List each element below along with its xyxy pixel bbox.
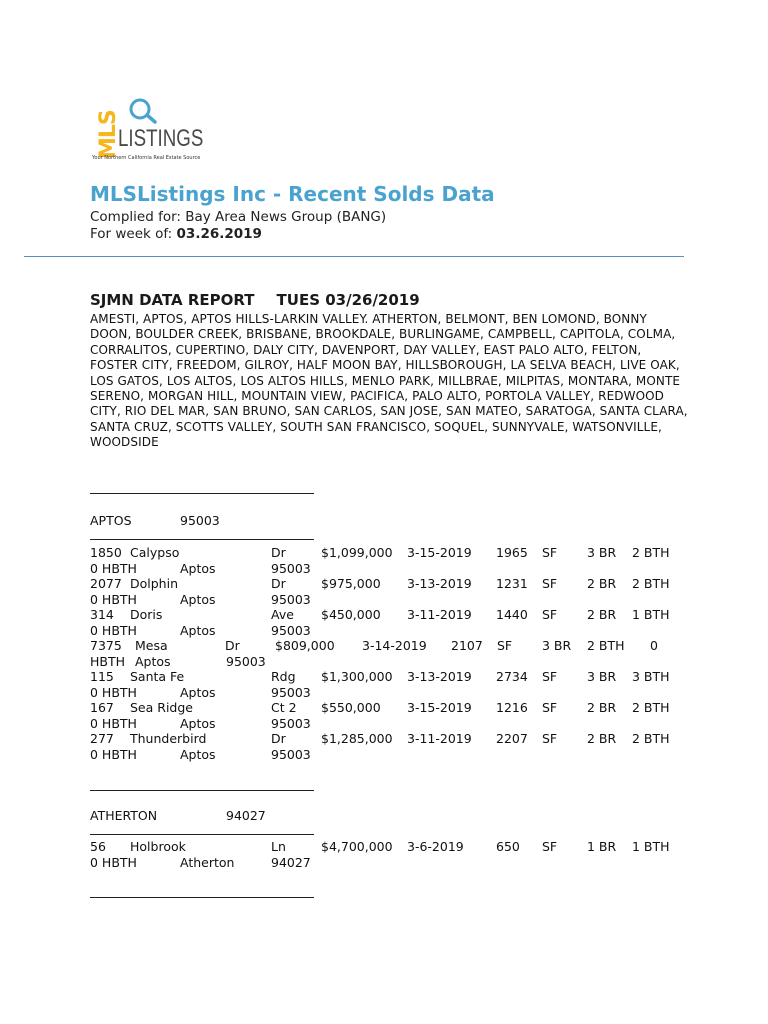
listing-br: 3 BR xyxy=(542,638,572,653)
listing-street: Calypso xyxy=(130,545,180,560)
listing-bth: 1 BTH xyxy=(632,607,670,622)
listing-price: $809,000 xyxy=(275,638,335,653)
listing-br: 2 BR xyxy=(587,700,617,715)
listing-date: 3-15-2019 xyxy=(407,545,472,560)
listing-type: Ave xyxy=(271,607,294,622)
listing-zip: 95003 xyxy=(271,591,311,607)
listing-sqft: 1965 xyxy=(496,545,528,560)
listing-br: 3 BR xyxy=(587,545,617,560)
listing-price: $450,000 xyxy=(321,607,381,622)
section-end-rule xyxy=(90,897,314,898)
listing-street: Holbrook xyxy=(130,839,186,854)
report-heading xyxy=(90,291,420,309)
listing-kind: SF xyxy=(542,700,558,715)
listing-zip: 95003 xyxy=(271,715,311,731)
listing-bth: 3 BTH xyxy=(632,669,670,684)
listing-kind: SF xyxy=(542,839,558,854)
listing-type: Dr xyxy=(225,638,240,653)
listing-tail: 0 xyxy=(650,638,658,653)
section-city: APTOS xyxy=(90,513,132,528)
listing-sqft: 1216 xyxy=(496,700,528,715)
section-city: ATHERTON xyxy=(90,808,158,823)
listing-kind: SF xyxy=(542,669,558,684)
listing-date: 3-13-2019 xyxy=(407,669,472,684)
listing-hbth: 0 HBTH xyxy=(90,591,137,607)
listing-street: Sea Ridge xyxy=(130,700,193,715)
listing-type: Ln xyxy=(271,839,286,854)
section-header-rule xyxy=(90,539,314,540)
listing-city: Aptos xyxy=(180,622,216,638)
listing-type: Ct 2 xyxy=(271,700,297,715)
listing-br: 2 BR xyxy=(587,576,617,591)
listing-num: 167 xyxy=(90,700,114,715)
listing-zip: 95003 xyxy=(271,622,311,638)
listing-sqft: 2107 xyxy=(451,638,483,653)
listing-type: Dr xyxy=(271,576,286,591)
listing-num: 56 xyxy=(90,839,106,854)
listing-sqft: 2734 xyxy=(496,669,528,684)
listing-city: Aptos xyxy=(180,684,216,700)
listing-hbth: HBTH xyxy=(90,653,126,669)
week-value: 03.26.2019 xyxy=(176,226,262,242)
listing-date: 3-11-2019 xyxy=(407,607,472,622)
section-top-rule xyxy=(90,493,314,494)
logo-mls-text: MLS xyxy=(96,110,121,159)
listing-zip: 95003 xyxy=(271,746,311,762)
mlslistings-logo xyxy=(92,95,232,165)
listing-city: Aptos xyxy=(180,591,216,607)
listing-date: 3-11-2019 xyxy=(407,731,472,746)
listing-type: Dr xyxy=(271,731,286,746)
listing-price: $1,285,000 xyxy=(321,731,393,746)
listing-sqft: 1231 xyxy=(496,576,528,591)
listing-zip: 95003 xyxy=(226,653,266,669)
listing-num: 2077 xyxy=(90,576,122,591)
listing-type: Dr xyxy=(271,545,286,560)
listing-zip: 95003 xyxy=(271,684,311,700)
listing-kind: SF xyxy=(497,638,513,653)
listing-hbth: 0 HBTH xyxy=(90,746,137,762)
listing-num: 7375 xyxy=(90,638,122,653)
listing-sqft: 1440 xyxy=(496,607,528,622)
listing-type: Rdg xyxy=(271,669,296,684)
compiled-for: Complied for: Bay Area News Group (BANG) xyxy=(90,209,387,225)
listing-num: 314 xyxy=(90,607,114,622)
section-zip: 94027 xyxy=(226,808,266,823)
listing-sqft: 2207 xyxy=(496,731,528,746)
listing-hbth: 0 HBTH xyxy=(90,715,137,731)
section-top-rule xyxy=(90,790,314,791)
listing-num: 115 xyxy=(90,669,114,684)
listing-date: 3-14-2019 xyxy=(362,638,427,653)
listing-hbth: 0 HBTH xyxy=(90,560,137,576)
listing-kind: SF xyxy=(542,731,558,746)
logo-tagline: Your Northern California Real Estate Source xyxy=(92,155,201,161)
section-header-rule xyxy=(90,834,314,835)
listing-price: $975,000 xyxy=(321,576,381,591)
listing-hbth: 0 HBTH xyxy=(90,854,137,870)
listing-price: $1,300,000 xyxy=(321,669,393,684)
listing-hbth: 0 HBTH xyxy=(90,622,137,638)
listing-city: Aptos xyxy=(135,653,171,669)
listing-street: Santa Fe xyxy=(130,669,185,684)
listing-city: Aptos xyxy=(180,560,216,576)
listing-num: 277 xyxy=(90,731,114,746)
listing-hbth: 0 HBTH xyxy=(90,684,137,700)
listing-street: Dolphin xyxy=(130,576,178,591)
listing-city: Aptos xyxy=(180,715,216,731)
listing-br: 1 BR xyxy=(587,839,617,854)
listing-city: Aptos xyxy=(180,746,216,762)
listing-bth: 2 BTH xyxy=(632,545,670,560)
header-divider xyxy=(24,256,684,257)
listing-bth: 1 BTH xyxy=(632,839,670,854)
listing-price: $1,099,000 xyxy=(321,545,393,560)
listing-bth: 2 BTH xyxy=(632,731,670,746)
listing-zip: 95003 xyxy=(271,560,311,576)
listing-bth: 2 BTH xyxy=(587,638,625,653)
listing-kind: SF xyxy=(542,607,558,622)
listing-kind: SF xyxy=(542,545,558,560)
listing-br: 2 BR xyxy=(587,731,617,746)
listing-street: Doris xyxy=(130,607,163,622)
city-list: AMESTI, APTOS, APTOS HILLS-LARKIN VALLEY. ATHERTON, BELMONT, BEN LOMOND, BONNY DOON, BOULDER CREEK, BRISBANE, BROOKDALE, BURLINGAME, CAMPBELL, CAPITOLA, COLMA, CORRALITOS, CUPERTINO, DALY CITY, DAVENPORT, DAY VALLEY, EAST PALO ALTO, FELTON, FOSTER CITY, FREEDOM, GILROY, HALF MOON BAY, HILLSBOROUGH, LA SELVA BEACH, LIVE OAK, LOS GATOS, LOS ALTOS, LOS ALTOS HILLS, MENLO PARK, MILLBRAE, MILPITAS, MONTARA, MONTE SERENO, MORGAN HILL, MOUNTAIN VIEW, PACIFICA, PALO ALTO, PORTOLA VALLEY, REDWOOD CITY, RIO DEL MAR, SAN BRUNO, SAN CARLOS, SAN JOSE, SAN MATEO, SARATOGA, SANTA CLARA, SANTA CRUZ, SCOTTS VALLEY, SOUTH SAN FRANCISCO, SOQUEL, SUNNYVALE, WATSONVILLE, WOODSIDE xyxy=(90,312,688,450)
report-date: TUES 03/26/2019 xyxy=(276,291,420,309)
listing-br: 3 BR xyxy=(587,669,617,684)
listing-zip: 94027 xyxy=(271,854,311,870)
listing-price: $550,000 xyxy=(321,700,381,715)
listing-bth: 2 BTH xyxy=(632,700,670,715)
listing-date: 3-6-2019 xyxy=(407,839,464,854)
week-of xyxy=(90,226,262,242)
listing-sqft: 650 xyxy=(496,839,520,854)
listing-date: 3-13-2019 xyxy=(407,576,472,591)
listing-street: Mesa xyxy=(135,638,168,653)
logo-listings-text: LISTINGS xyxy=(118,125,204,152)
report-name: SJMN DATA REPORT xyxy=(90,291,255,309)
section-zip: 95003 xyxy=(180,513,220,528)
page-title: MLSListings Inc - Recent Solds Data xyxy=(90,182,495,206)
listing-city: Atherton xyxy=(180,854,235,870)
listing-kind: SF xyxy=(542,576,558,591)
listing-br: 2 BR xyxy=(587,607,617,622)
listing-date: 3-15-2019 xyxy=(407,700,472,715)
listing-street: Thunderbird xyxy=(130,731,207,746)
listing-num: 1850 xyxy=(90,545,122,560)
listing-price: $4,700,000 xyxy=(321,839,393,854)
week-label: For week of: xyxy=(90,226,177,242)
listing-bth: 2 BTH xyxy=(632,576,670,591)
